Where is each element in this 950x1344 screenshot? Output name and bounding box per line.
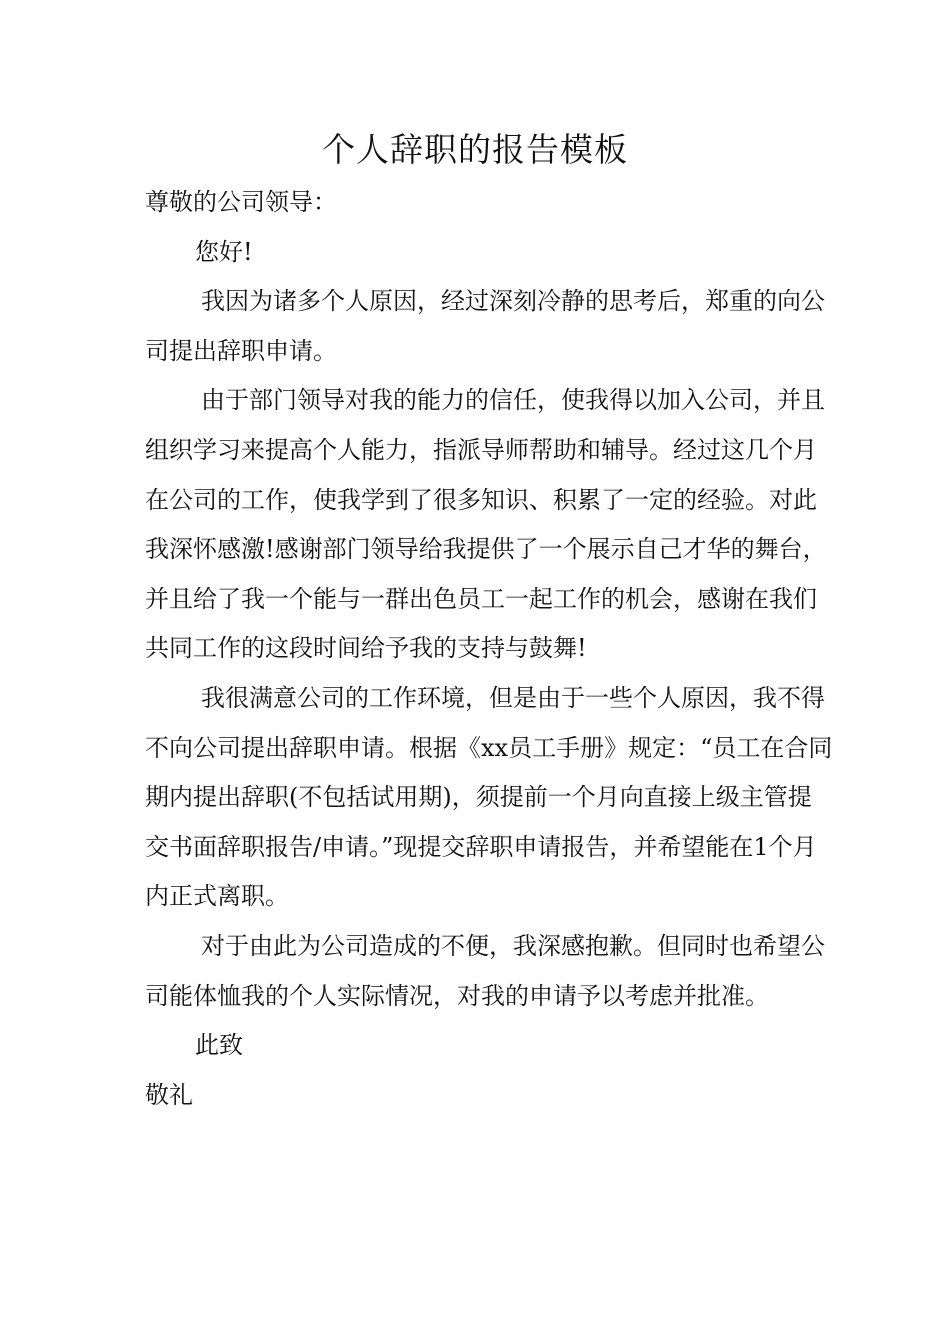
greeting: 您好! bbox=[195, 237, 253, 266]
salutation: 尊敬的公司领导： bbox=[145, 188, 337, 216]
closing-line-2: 敬礼 bbox=[145, 1080, 193, 1109]
paragraph-1: 我因为诸多个人原因，经过深刻冷静的思考后，郑重的向公司提出辞职申请。 bbox=[145, 287, 825, 365]
paragraph-3: 我很满意公司的工作环境，但是由于一些个人原因，我不得不向公司提出辞职申请。根据《xx员工手册》规定：“员工在合同期内提出辞职(不包括试用期)，须提前一个月向直接上级主管提交书面辞职报告/申请。”现提交辞职申请报告，并希望能在1个月内正式离职。 bbox=[145, 683, 833, 911]
document-title: 个人辞职的报告模板 bbox=[322, 130, 628, 169]
closing-line-1: 此致 bbox=[195, 1031, 243, 1060]
paragraph-2: 由于部门领导对我的能力的信任，使我得以加入公司，并且组织学习来提高个人能力，指派导师帮助和辅导。经过这几个月在公司的工作，使我学到了很多知识、积累了一定的经验。对此我深怀感激!感谢部门领导给我提供了一个展示自己才华的舞台，并且给了我一个能与一群出色员工一起工作的机会，感谢在我们共同工作的这段时间给予我的支持与鼓舞! bbox=[145, 386, 827, 663]
paragraph-4: 对于由此为公司造成的不便，我深感抱歉。但同时也希望公司能体恤我的个人实际情况，对我的申请予以考虑并批准。 bbox=[145, 931, 825, 1010]
document-body bbox=[145, 178, 835, 1120]
